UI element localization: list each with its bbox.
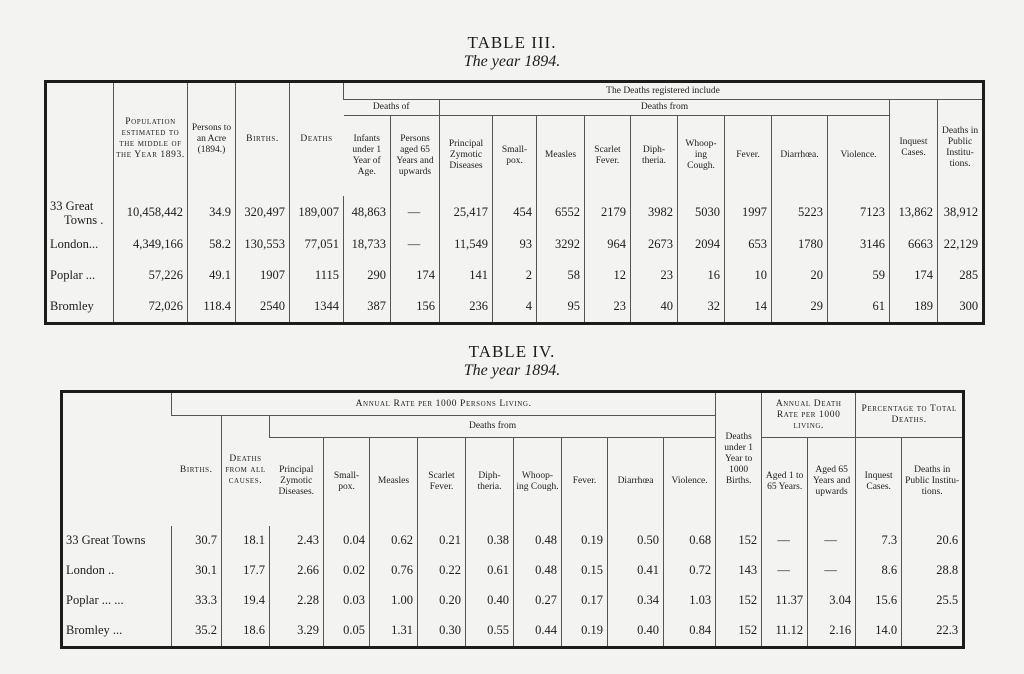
header-inquest-cases: Inquest Cases. — [856, 438, 902, 526]
header-aged-65: Aged 65 Years and upwards — [808, 438, 856, 526]
cell: 25.5 — [902, 586, 964, 616]
cell: 290 — [344, 260, 391, 291]
header-public-institutions: Deaths in Public Institu-tions. — [902, 438, 964, 526]
cell: 0.61 — [466, 556, 514, 586]
cell: 5030 — [678, 196, 725, 229]
cell: 0.38 — [466, 526, 514, 556]
row-label: 33 Great Towns — [66, 533, 146, 547]
cell: 58.2 — [188, 229, 236, 260]
cell: 320,497 — [236, 196, 290, 229]
cell: 10,458,442 — [114, 196, 188, 229]
header-fever: Fever. — [725, 116, 772, 196]
header-scarlet-fever: Scarlet Fever. — [585, 116, 631, 196]
cell: 0.48 — [514, 556, 562, 586]
cell: 48,863 — [344, 196, 391, 229]
table-iv — [60, 390, 965, 649]
cell: 18.6 — [222, 616, 270, 648]
cell: 653 — [725, 229, 772, 260]
cell: 13,862 — [890, 196, 938, 229]
cell: 11.12 — [762, 616, 808, 648]
cell: 57,226 — [114, 260, 188, 291]
cell: 14 — [725, 291, 772, 324]
table-row — [62, 616, 964, 648]
header-aged-65: Persons aged 65 Years and upwards — [391, 116, 440, 196]
cell: 141 — [440, 260, 493, 291]
cell: 2540 — [236, 291, 290, 324]
cell: 61 — [828, 291, 890, 324]
header-diphtheria: Diph-theria. — [466, 438, 514, 526]
header-infants: Infants under 1 Year of Age. — [352, 133, 382, 177]
cell: 300 — [938, 291, 984, 324]
cell: 23 — [585, 291, 631, 324]
cell: — — [762, 556, 808, 586]
cell: 156 — [391, 291, 440, 324]
cell: 0.22 — [418, 556, 466, 586]
cell: 0.02 — [324, 556, 370, 586]
cell: 0.34 — [608, 586, 664, 616]
header-diarrhoea: Diarrhœa — [608, 438, 664, 526]
cell: 2.16 — [808, 616, 856, 648]
header-deaths-registered: The Deaths registered include — [344, 82, 984, 100]
table-row — [62, 586, 964, 616]
cell: 7.3 — [856, 526, 902, 556]
cell: 93 — [493, 229, 537, 260]
cell: 0.21 — [418, 526, 466, 556]
cell: 33.3 — [172, 586, 222, 616]
header-zymotic: Principal Zymotic Diseases. — [278, 465, 315, 498]
table-row — [46, 291, 984, 324]
header-percentage: Percentage to Total Deaths. — [856, 392, 964, 438]
cell: 152 — [716, 616, 762, 648]
header-violence: Violence. — [828, 116, 890, 196]
cell: 10 — [725, 260, 772, 291]
cell: 174 — [890, 260, 938, 291]
cell: 14.0 — [856, 616, 902, 648]
cell: 4,349,166 — [114, 229, 188, 260]
row-label-header — [46, 82, 114, 196]
cell: 16 — [678, 260, 725, 291]
cell: — — [391, 229, 440, 260]
cell: 964 — [585, 229, 631, 260]
table-row — [46, 260, 984, 291]
row-label: Poplar ... — [50, 267, 96, 282]
cell: 0.27 — [514, 586, 562, 616]
header-measles: Measles — [537, 116, 585, 196]
cell: 0.40 — [466, 586, 514, 616]
cell: 77,051 — [290, 229, 344, 260]
cell: 3982 — [631, 196, 678, 229]
header-whooping-cough: Whoop-ing Cough. — [678, 116, 725, 196]
cell: 143 — [716, 556, 762, 586]
header-scarlet-fever: Scarlet Fever. — [418, 438, 466, 526]
cell: 189 — [890, 291, 938, 324]
cell: — — [391, 196, 440, 229]
cell: 236 — [440, 291, 493, 324]
cell: 59 — [828, 260, 890, 291]
cell: 174 — [391, 260, 440, 291]
cell: 3292 — [537, 229, 585, 260]
cell: 0.55 — [466, 616, 514, 648]
cell: 22,129 — [938, 229, 984, 260]
table-iii-subtitle: The year 1894. — [463, 53, 561, 70]
header-aged-1-to-65: Aged 1 to 65 Years. — [762, 438, 808, 526]
header-births: Births. — [179, 465, 213, 476]
row-label: London .. — [66, 563, 115, 577]
cell: 387 — [344, 291, 391, 324]
header-inquest-cases: Inquest Cases. — [890, 100, 938, 196]
header-annual-rate: Annual Rate per 1000 Persons Living. — [172, 392, 716, 416]
header-deaths-of: Deaths of — [344, 100, 440, 116]
cell: 0.68 — [664, 526, 716, 556]
cell: 0.17 — [562, 586, 608, 616]
cell: 1907 — [236, 260, 290, 291]
cell: 3146 — [828, 229, 890, 260]
cell: 189,007 — [290, 196, 344, 229]
header-measles: Measles — [370, 438, 418, 526]
cell: 0.62 — [370, 526, 418, 556]
row-label-header — [62, 392, 172, 526]
cell: 28.8 — [902, 556, 964, 586]
cell: 7123 — [828, 196, 890, 229]
cell: 40 — [631, 291, 678, 324]
cell: — — [762, 526, 808, 556]
cell: — — [808, 526, 856, 556]
cell: 12 — [585, 260, 631, 291]
cell: 2 — [493, 260, 537, 291]
header-annual-death-rate: Annual Death Rate per 1000 living. — [762, 392, 856, 438]
cell: 2094 — [678, 229, 725, 260]
row-label: Bromley — [50, 298, 94, 313]
cell: 2.66 — [270, 556, 324, 586]
header-deaths-from: Deaths from — [270, 416, 716, 438]
cell: 35.2 — [172, 616, 222, 648]
cell: 11.37 — [762, 586, 808, 616]
cell: 58 — [537, 260, 585, 291]
cell: 8.6 — [856, 556, 902, 586]
row-label-line-2: Towns . — [64, 213, 104, 227]
cell: 1.03 — [664, 586, 716, 616]
header-fever: Fever. — [562, 438, 608, 526]
header-zymotic: Principal Zymotic Diseases — [440, 116, 493, 196]
cell: 2179 — [585, 196, 631, 229]
cell: 34.9 — [188, 196, 236, 229]
table-iii-title: TABLE III. — [467, 33, 557, 52]
cell: 0.48 — [514, 526, 562, 556]
table-row — [46, 196, 984, 229]
row-label — [46, 196, 114, 229]
cell: 0.15 — [562, 556, 608, 586]
cell: 2.43 — [270, 526, 324, 556]
header-diarrhoea: Diarrhœa. — [772, 116, 828, 196]
cell: 0.05 — [324, 616, 370, 648]
cell: 29 — [772, 291, 828, 324]
cell: 0.50 — [608, 526, 664, 556]
header-deaths-from: Deaths from — [440, 100, 890, 116]
header-population: Population estimated to the middle of the Year 1893. — [114, 82, 188, 196]
cell: 2673 — [631, 229, 678, 260]
cell: 18.1 — [222, 526, 270, 556]
cell: 6663 — [890, 229, 938, 260]
table-row — [62, 526, 964, 556]
cell: 25,417 — [440, 196, 493, 229]
cell: 0.84 — [664, 616, 716, 648]
table-iii — [44, 80, 985, 325]
cell: 22.3 — [902, 616, 964, 648]
cell: 18,733 — [344, 229, 391, 260]
cell: 1997 — [725, 196, 772, 229]
cell: 285 — [938, 260, 984, 291]
cell: 5223 — [772, 196, 828, 229]
cell: 19.4 — [222, 586, 270, 616]
cell: 20.6 — [902, 526, 964, 556]
cell: 152 — [716, 586, 762, 616]
cell: 72,026 — [114, 291, 188, 324]
cell: 0.19 — [562, 526, 608, 556]
cell: 0.20 — [418, 586, 466, 616]
cell: 15.6 — [856, 586, 902, 616]
cell: 23 — [631, 260, 678, 291]
cell: 0.44 — [514, 616, 562, 648]
cell: 17.7 — [222, 556, 270, 586]
cell: 30.7 — [172, 526, 222, 556]
header-smallpox: Small-pox. — [493, 116, 537, 196]
cell: 0.72 — [664, 556, 716, 586]
cell: 118.4 — [188, 291, 236, 324]
cell: 32 — [678, 291, 725, 324]
cell: 49.1 — [188, 260, 236, 291]
cell: 1780 — [772, 229, 828, 260]
cell: 2.28 — [270, 586, 324, 616]
cell: 20 — [772, 260, 828, 291]
cell: 3.29 — [270, 616, 324, 648]
row-label: Poplar ... ... — [66, 593, 124, 607]
cell: 0.76 — [370, 556, 418, 586]
cell: 0.03 — [324, 586, 370, 616]
cell: 152 — [716, 526, 762, 556]
cell: 95 — [537, 291, 585, 324]
cell: 1.31 — [370, 616, 418, 648]
header-diphtheria: Diph-theria. — [631, 116, 678, 196]
header-deaths: Deaths — [290, 82, 344, 196]
row-label-line-1: 33 Great — [50, 199, 94, 213]
table-iv-subtitle: The year 1894. — [463, 362, 561, 379]
header-births: Births. — [236, 82, 290, 196]
table-row — [46, 229, 984, 260]
header-whooping-cough: Whoop-ing Cough. — [514, 438, 562, 526]
row-label: London... — [50, 236, 99, 251]
cell: — — [808, 556, 856, 586]
header-public-institutions: Deaths in Public Institu-tions. — [938, 100, 984, 196]
cell: 1344 — [290, 291, 344, 324]
cell: 0.41 — [608, 556, 664, 586]
header-persons-per-acre: Persons to an Acre (1894.) — [188, 82, 236, 196]
cell: 1.00 — [370, 586, 418, 616]
cell: 6552 — [537, 196, 585, 229]
cell: 0.04 — [324, 526, 370, 556]
cell: 1115 — [290, 260, 344, 291]
table-row — [62, 556, 964, 586]
cell: 0.40 — [608, 616, 664, 648]
cell: 0.19 — [562, 616, 608, 648]
cell: 4 — [493, 291, 537, 324]
cell: 30.1 — [172, 556, 222, 586]
header-violence: Violence. — [664, 438, 716, 526]
header-deaths-all-causes: Deaths from all causes. — [222, 416, 270, 526]
header-deaths-under-1: Deaths under 1 Year to 1000 Births. — [716, 392, 762, 526]
cell: 130,553 — [236, 229, 290, 260]
cell: 38,912 — [938, 196, 984, 229]
cell: 454 — [493, 196, 537, 229]
row-label: Bromley ... — [66, 623, 123, 637]
cell: 0.30 — [418, 616, 466, 648]
table-iv-title: TABLE IV. — [468, 342, 556, 361]
cell: 11,549 — [440, 229, 493, 260]
header-smallpox: Small-pox. — [324, 438, 370, 526]
cell: 3.04 — [808, 586, 856, 616]
